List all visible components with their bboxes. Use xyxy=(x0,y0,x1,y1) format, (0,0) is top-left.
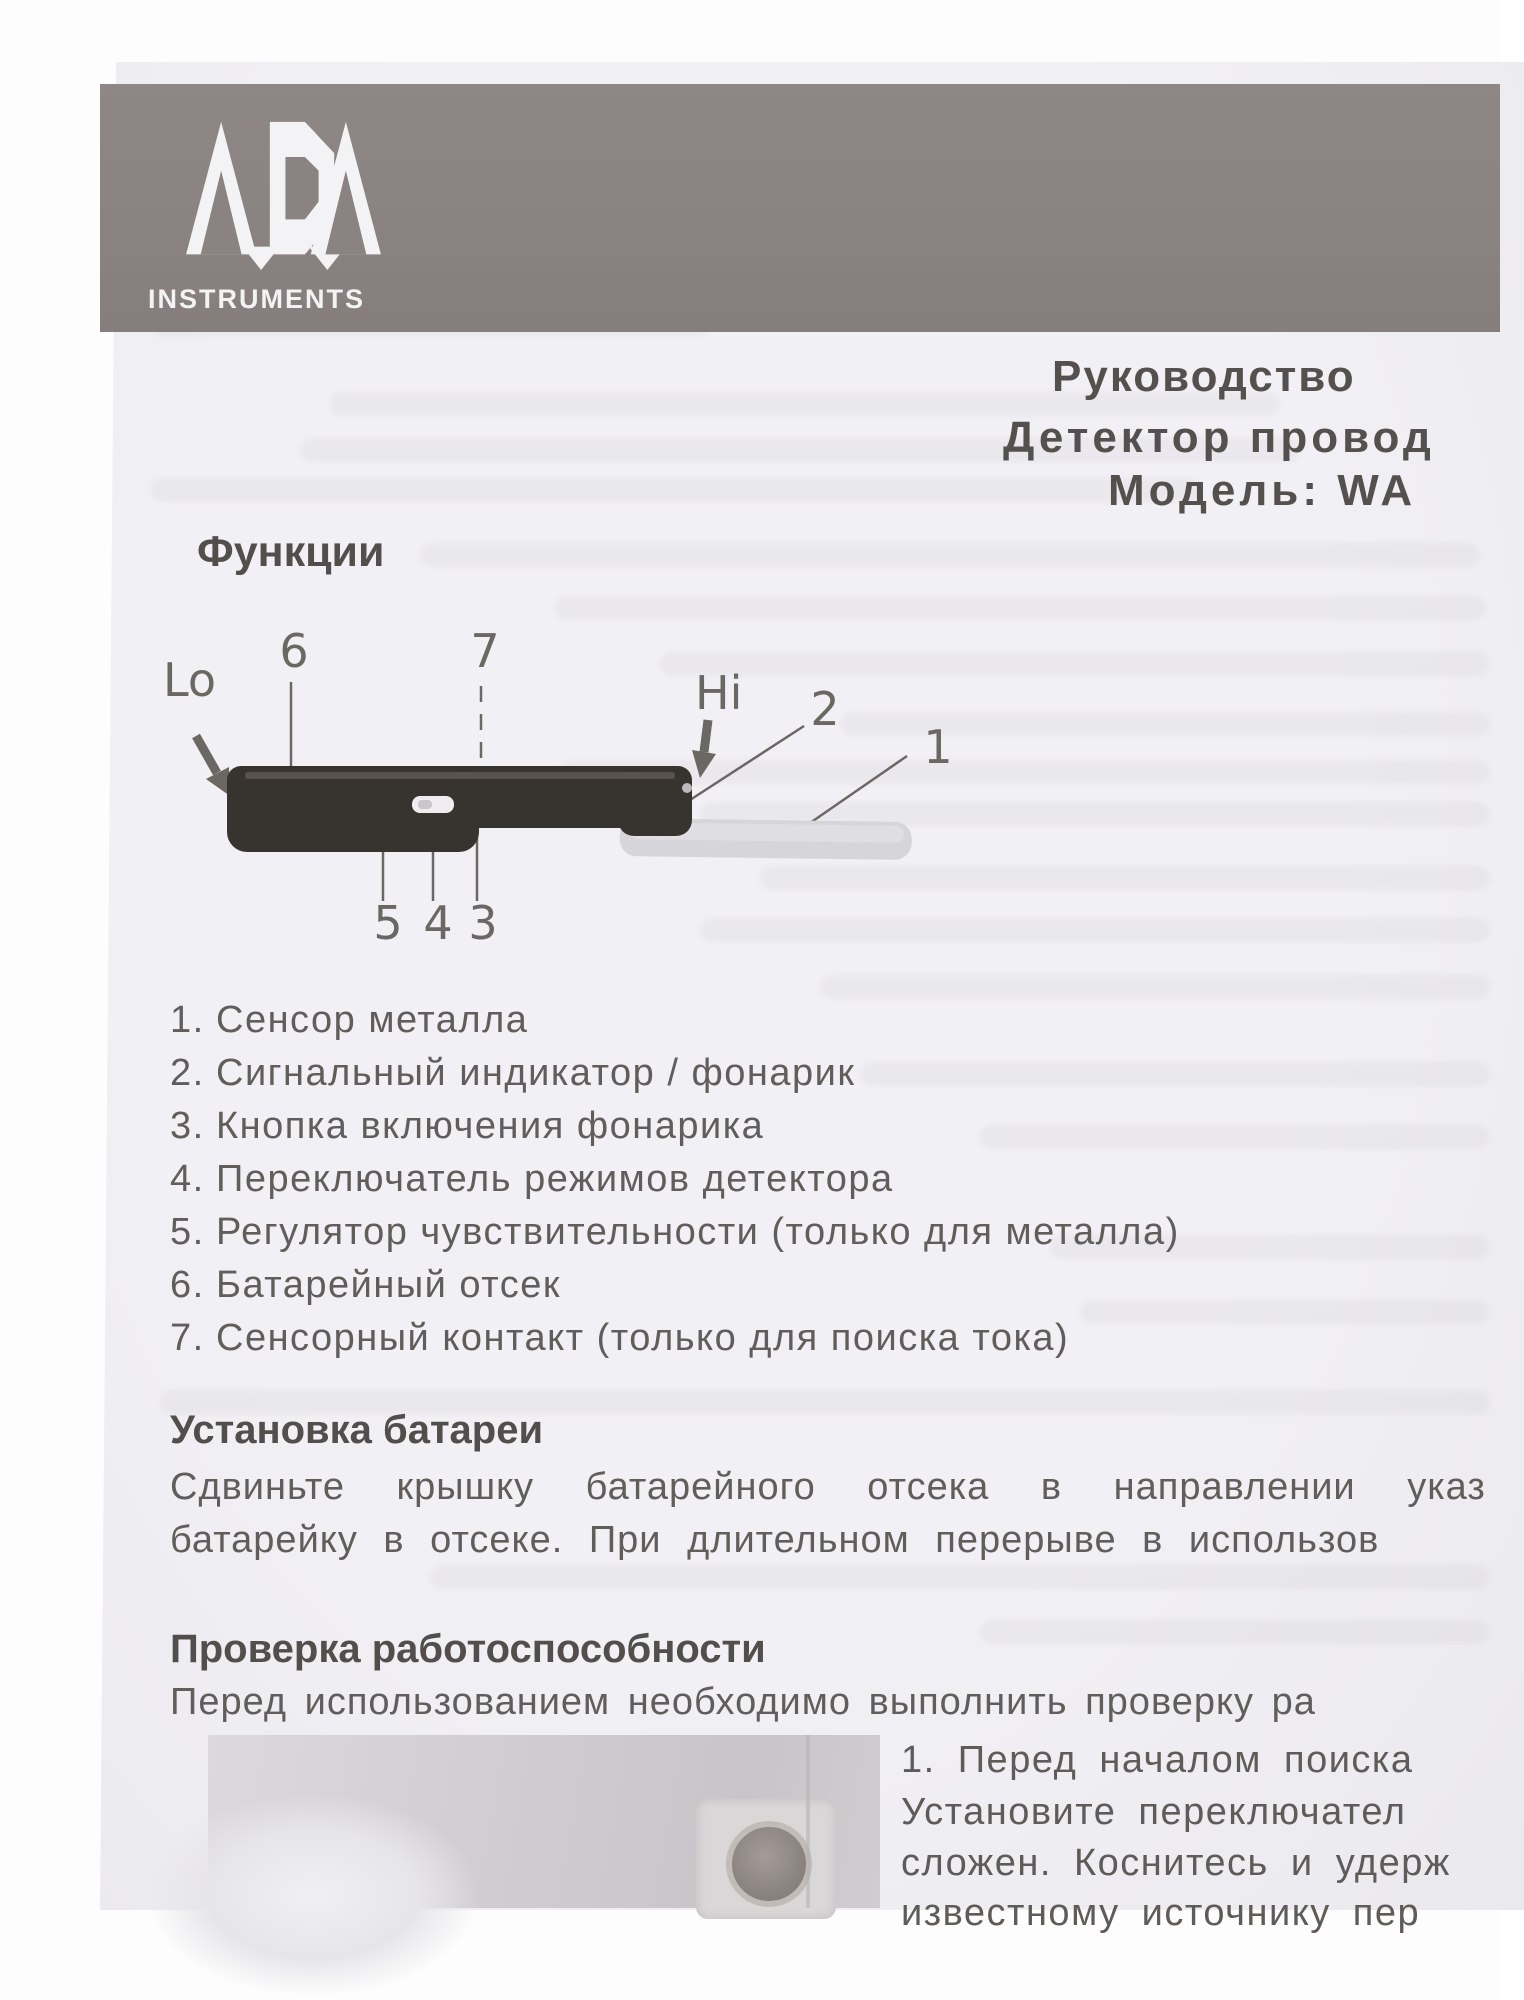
ghost-line xyxy=(430,1565,1490,1589)
function-item-num: 7. xyxy=(170,1317,205,1359)
mode-switch xyxy=(412,796,454,813)
diagram-label-7: 7 xyxy=(470,624,500,678)
diagram-label-hi: Hi xyxy=(695,666,743,720)
diagram-label-6: 6 xyxy=(279,624,309,678)
diagram-label-lo: Lo xyxy=(163,653,216,707)
function-item xyxy=(170,999,528,1042)
indicator-dot xyxy=(682,783,692,793)
ada-logo-icon xyxy=(180,118,387,270)
function-item xyxy=(170,1052,856,1095)
function-item-num: 6. xyxy=(170,1264,205,1306)
ghost-line xyxy=(980,1125,1490,1149)
function-item-num: 3. xyxy=(170,1105,205,1147)
ghost-line xyxy=(820,975,1490,999)
ghost-line xyxy=(150,478,1200,502)
battery-text-line1: Сдвиньте крышку батарейного отсека в направлении указ xyxy=(170,1466,1486,1508)
check-intro: Перед использованием необходимо выполнить проверку ра xyxy=(170,1681,1316,1723)
function-item-num: 5. xyxy=(170,1211,205,1253)
function-item-text: Сенсор металла xyxy=(216,999,529,1041)
function-item-text: Регулятор чувствительности (только для металла) xyxy=(216,1211,1180,1253)
diagram-label-2: 2 xyxy=(810,682,840,736)
function-item xyxy=(170,1317,1069,1360)
brand-banner xyxy=(100,84,1500,332)
diagram-label-3: 3 xyxy=(468,896,498,950)
ghost-line xyxy=(1080,1300,1490,1324)
diagram-label-5: 5 xyxy=(373,896,403,950)
diagram-label-1: 1 xyxy=(923,720,953,774)
check-heading: Проверка работоспособности xyxy=(170,1627,766,1671)
check-step-line: 1. Перед началом поиска xyxy=(901,1739,1414,1781)
check-step-line: Установите переключател xyxy=(901,1791,1407,1833)
function-item-text: Кнопка включения фонарика xyxy=(216,1105,765,1147)
function-item-num: 2. xyxy=(170,1052,205,1094)
function-item-text: Батарейный отсек xyxy=(216,1264,561,1306)
functions-heading: Функции xyxy=(197,528,385,576)
check-step-line: сложен. Коснитесь и удерж xyxy=(901,1842,1451,1884)
hi-arrow-icon xyxy=(692,720,716,778)
function-item xyxy=(170,1264,561,1307)
battery-heading: Установка батареи xyxy=(170,1408,544,1452)
manual-title-line1: Руководство xyxy=(1052,352,1356,401)
ghost-line xyxy=(980,1620,1490,1644)
diagram-label-4: 4 xyxy=(423,896,453,950)
lo-arrow-icon xyxy=(196,736,230,796)
check-steps-column xyxy=(0,1735,1500,1934)
function-item-text: Переключатель режимов детектора xyxy=(216,1158,894,1200)
leader-line-1 xyxy=(797,756,907,832)
brand-subtitle: INSTRUMENTS xyxy=(148,284,365,314)
check-step-line: известному источнику пер xyxy=(901,1892,1421,1934)
ghost-line xyxy=(420,543,1480,567)
function-item xyxy=(170,1211,1180,1254)
function-item-text: Сигнальный индикатор / фонарик xyxy=(216,1052,856,1094)
ghost-line xyxy=(860,1062,1490,1086)
function-item xyxy=(170,1158,894,1201)
function-item-num: 4. xyxy=(170,1158,205,1200)
function-item-num: 1. xyxy=(170,999,205,1041)
function-item xyxy=(170,1105,764,1148)
function-item-text: Сенсорный контакт (только для поиска тока) xyxy=(216,1317,1070,1359)
manual-title-line2: Детектор провод xyxy=(1003,413,1435,462)
ghost-line xyxy=(555,596,1485,620)
manual-title-line3: Модель: WA xyxy=(1108,466,1417,515)
battery-text-line2: батарейку в отсеке. При длительном перерыве в использов xyxy=(170,1519,1380,1561)
